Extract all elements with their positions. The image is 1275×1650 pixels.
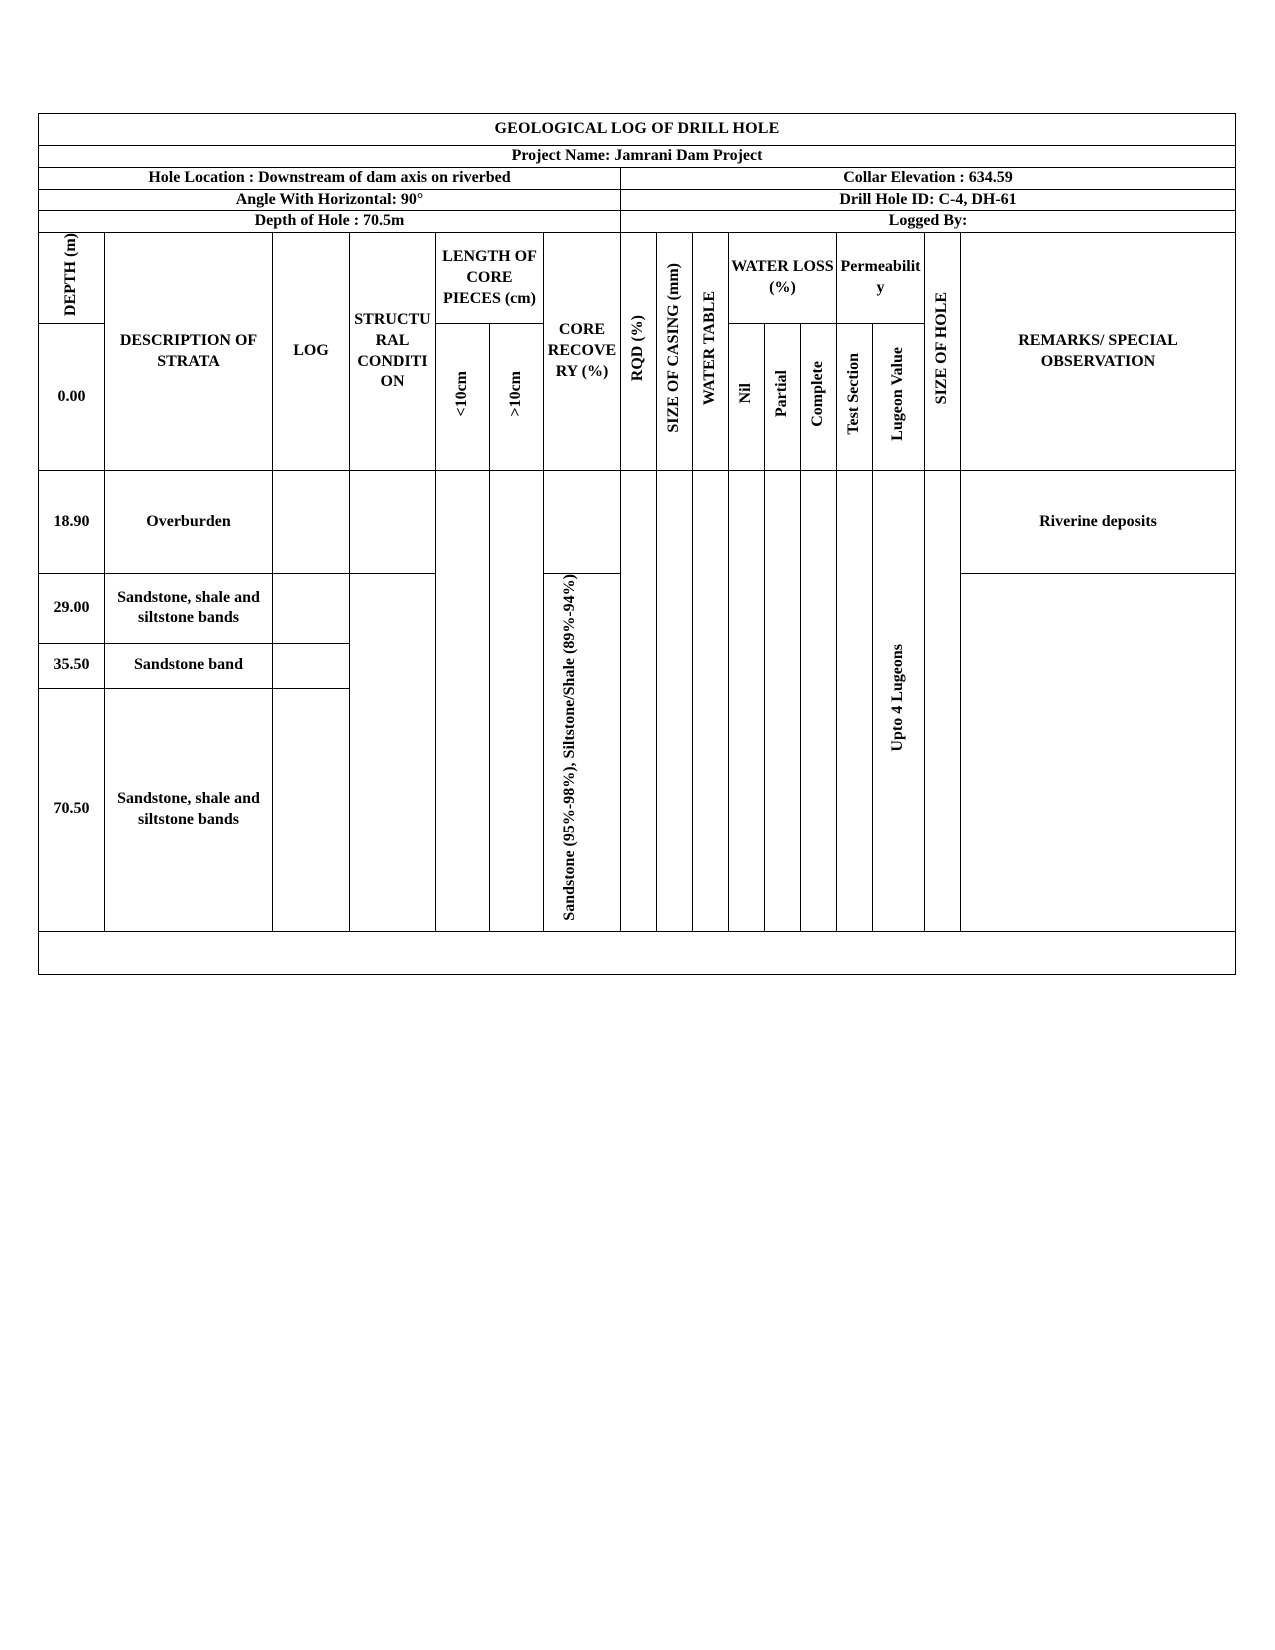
geological-log-table (38, 113, 1236, 975)
test-section-header-label: Test Section (845, 352, 863, 435)
strata-description: Sandstone band (105, 643, 273, 688)
complete-header (801, 324, 837, 471)
logged-by: Logged By: (621, 211, 1236, 233)
casing-header (657, 233, 693, 471)
lt10-cell (436, 471, 490, 931)
depth-value: 18.90 (39, 471, 105, 574)
gt10-header (490, 324, 544, 471)
hole-location: Hole Location : Downstream of dam axis on riverbed (39, 167, 621, 189)
size-of-hole-cell (925, 471, 961, 931)
nil-header-label: Nil (737, 383, 755, 404)
complete-cell (801, 471, 837, 931)
angle-with-horizontal: Angle With Horizontal: 90° (39, 189, 621, 211)
strata-description: Sandstone, shale and siltstone bands (105, 688, 273, 931)
core-recovery-cell (544, 471, 621, 574)
log-header: LOG (273, 233, 350, 471)
depth-of-hole: Depth of Hole : 70.5m (39, 211, 621, 233)
structural-condition-header: STRUCTU RAL CONDITI ON (350, 233, 436, 471)
water-table-header (693, 233, 729, 471)
length-core-pieces-header: LENGTH OF CORE PIECES (cm) (436, 233, 544, 324)
water-table-header-label: WATER TABLE (701, 291, 719, 406)
rqd-cell (621, 471, 657, 931)
log-cell (273, 643, 350, 688)
lt10-header (436, 324, 490, 471)
gt10-header-label: >10cm (507, 370, 525, 417)
remarks-cell (961, 574, 1236, 931)
strata-description: Sandstone, shale and siltstone bands (105, 574, 273, 643)
log-cell (273, 471, 350, 574)
remarks-header: REMARKS/ SPECIAL OBSERVATION (961, 233, 1236, 471)
test-section-cell (837, 471, 873, 931)
collar-elevation: Collar Elevation : 634.59 (621, 167, 1236, 189)
lugeon-cell (873, 471, 925, 931)
size-of-hole-header-label: SIZE OF HOLE (933, 292, 951, 405)
test-section-header (837, 324, 873, 471)
lt10-header-label: <10cm (453, 370, 471, 417)
lugeon-value-header (873, 324, 925, 471)
permeability-header: Permeabilit y (837, 233, 925, 324)
depth-header-label: DEPTH (m) (62, 233, 80, 317)
casing-cell (657, 471, 693, 931)
depth-value: 70.50 (39, 688, 105, 931)
gt10-cell (490, 471, 544, 931)
remarks-cell: Riverine deposits (961, 471, 1236, 574)
lugeon-value-header-label: Lugeon Value (889, 346, 907, 441)
description-header: DESCRIPTION OF STRATA (105, 233, 273, 471)
strata-description: Overburden (105, 471, 273, 574)
page-title: GEOLOGICAL LOG OF DRILL HOLE (39, 114, 1236, 146)
casing-header-label: SIZE OF CASING (mm) (665, 263, 683, 434)
water-loss-header: WATER LOSS (%) (729, 233, 837, 324)
drill-hole-id: Drill Hole ID: C-4, DH-61 (621, 189, 1236, 211)
core-recovery-cell (544, 574, 621, 931)
nil-cell (729, 471, 765, 931)
depth-value: 35.50 (39, 643, 105, 688)
depth-header (39, 233, 105, 324)
footer-row (39, 931, 1236, 974)
structural-cell (350, 574, 436, 931)
partial-header (765, 324, 801, 471)
structural-cell (350, 471, 436, 574)
lugeon-note: Upto 4 Lugeons (889, 643, 907, 752)
nil-header (729, 324, 765, 471)
depth-start: 0.00 (39, 324, 105, 471)
core-recovery-note: Sandstone (95%-98%), Siltstone/Shale (89%-94%) (561, 574, 578, 921)
log-cell (273, 574, 350, 643)
log-cell (273, 688, 350, 931)
project-name: Project Name: Jamrani Dam Project (39, 146, 1236, 168)
depth-value: 29.00 (39, 574, 105, 643)
core-recovery-header: CORE RECOVE RY (%) (544, 233, 621, 471)
partial-cell (765, 471, 801, 931)
complete-header-label: Complete (809, 360, 827, 427)
rqd-header (621, 233, 657, 471)
rqd-header-label: RQD (%) (629, 315, 647, 382)
water-table-cell (693, 471, 729, 931)
size-of-hole-header (925, 233, 961, 471)
partial-header-label: Partial (773, 370, 791, 418)
